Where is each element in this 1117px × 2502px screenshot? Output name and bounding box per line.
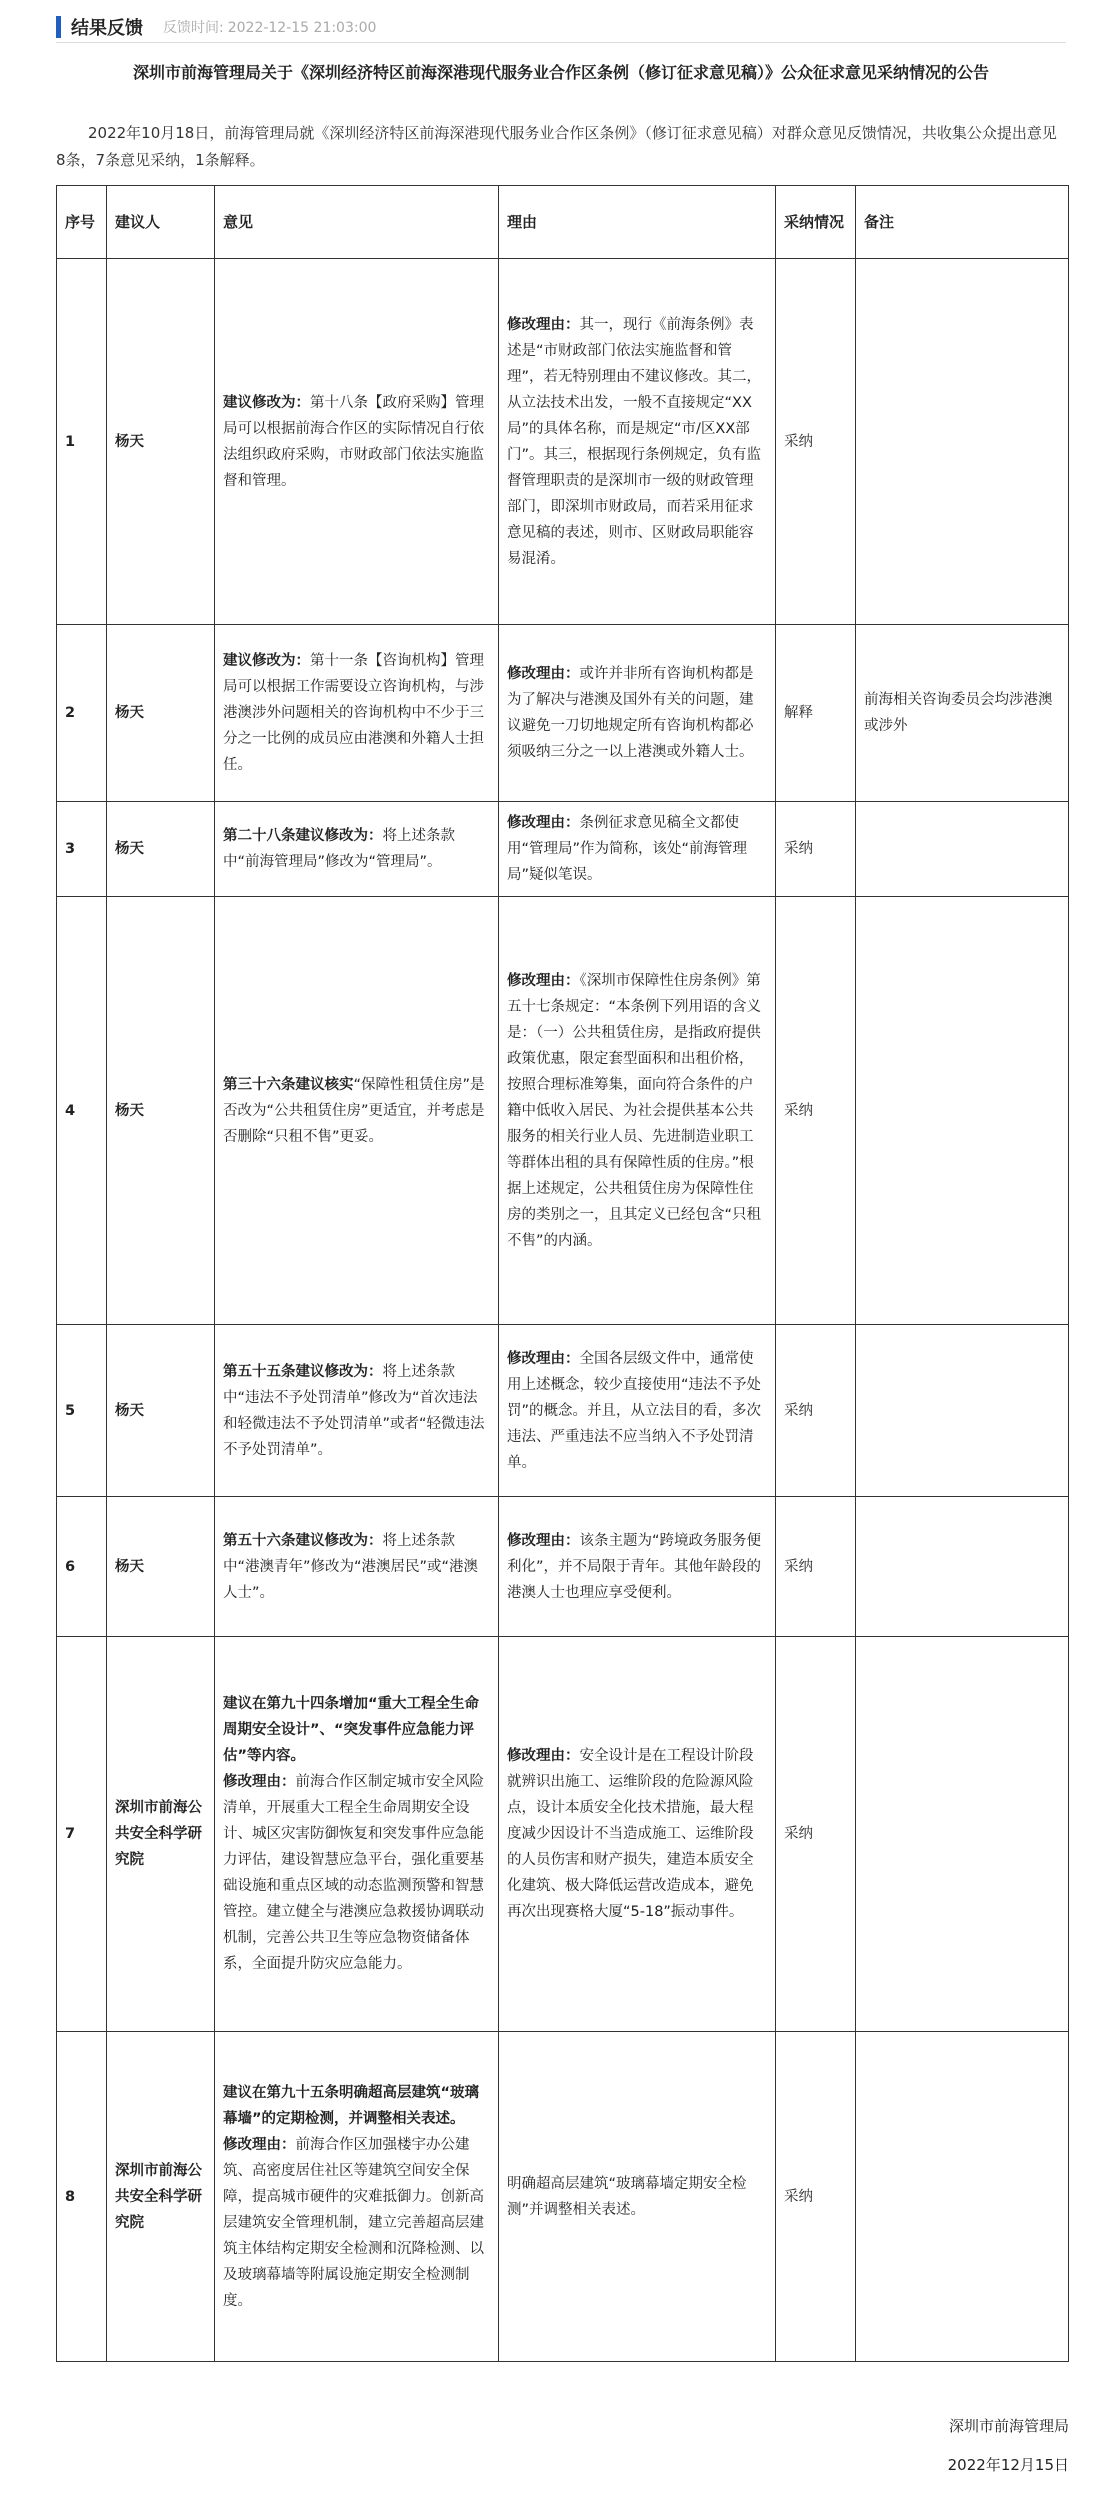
row-reason	[499, 1637, 776, 2032]
row-remark	[856, 897, 1069, 1325]
row-remark	[856, 259, 1069, 625]
opinion-text: 前海合作区加强楼宇办公建筑、高密度居住社区等建筑空间安全保障，提高城市硬件的灾难抵御力。创新高层建筑安全管理机制，建立完善超高层建筑主体结构定期安全检测和沉降检测、以及玻璃幕墙等附属设施定期安全检测制度。	[223, 2136, 484, 2309]
row-no: 3	[57, 802, 107, 897]
row-adopt: 采纳	[776, 1637, 856, 2032]
row-adopt: 采纳	[776, 1497, 856, 1637]
row-no: 4	[57, 897, 107, 1325]
row-reason	[499, 259, 776, 625]
reason-lead: 修改理由：	[507, 316, 580, 333]
opinion-heading: 建议在第九十四条增加“重大工程全生命周期安全设计”、“突发事件应急能力评估”等内容。	[223, 1696, 480, 1764]
signature-org: 深圳市前海管理局	[948, 2417, 1069, 2435]
opinion-text: 将上述条款中“港澳青年”修改为“港澳居民”或“港澳人士”。	[223, 1532, 479, 1601]
row-remark	[856, 802, 1069, 897]
opinion-lead: 修改理由：	[223, 1774, 296, 1790]
row-reason	[499, 897, 776, 1325]
row-reason	[499, 2032, 776, 2362]
row-adopt: 采纳	[776, 1325, 856, 1497]
row-no: 2	[57, 625, 107, 802]
row-reason	[499, 1497, 776, 1637]
row-opinion	[215, 1637, 499, 2032]
reason-lead: 修改理由：	[507, 1350, 580, 1367]
row-adopt: 采纳	[776, 802, 856, 897]
row-remark	[856, 1325, 1069, 1497]
table-row	[57, 259, 1069, 625]
row-reason	[499, 1325, 776, 1497]
row-no: 8	[57, 2032, 107, 2362]
reason-text: 《深圳市保障性住房条例》第五十七条规定：“本条例下列用语的含义是：（一）公共租赁住房，是指政府提供政策优惠，限定套型面积和出租价格，按照合理标准筹集，面向符合条件的户籍中低收入居民、为社会提供基本公共服务的相关行业人员、先进制造业职工等群体出租的具有保障性质的住房。”根据上述规定，公共租赁住房为保障性住房的类别之一，且其定义已经包含“只租不售”的内涵。	[507, 972, 762, 1249]
table-row	[57, 2032, 1069, 2362]
reason-text: 条例征求意见稿全文都使用“管理局”作为简称，该处“前海管理局”疑似笔误。	[507, 815, 748, 883]
col-remark: 备注	[856, 186, 1069, 259]
row-proposer: 深圳市前海公共安全科学研究院	[107, 2032, 215, 2362]
row-reason	[499, 625, 776, 802]
opinion-text: 前海合作区制定城市安全风险清单，开展重大工程全生命周期安全设计、城区灾害防御恢复和突发事件应急能力评估，建设智慧应急平台，强化重要基础设施和重点区域的动态监测预警和智慧管控。建立健全与港澳应急救援协调联动机制，完善公共卫生等应急物资储备体系，全面提升防灾应急能力。	[223, 1774, 484, 1972]
row-proposer: 杨天	[107, 1325, 215, 1497]
row-proposer: 深圳市前海公共安全科学研究院	[107, 1637, 215, 2032]
row-opinion	[215, 1497, 499, 1637]
opinion-lead: 建议修改为：	[223, 394, 310, 411]
opinion-lead: 第二十八条建议修改为：	[223, 828, 383, 844]
feedback-time	[159, 17, 376, 37]
row-opinion	[215, 802, 499, 897]
row-proposer: 杨天	[107, 625, 215, 802]
row-opinion	[215, 2032, 499, 2362]
row-opinion	[215, 1325, 499, 1497]
reason-lead: 修改理由：	[507, 1532, 580, 1549]
row-proposer: 杨天	[107, 259, 215, 625]
row-opinion	[215, 625, 499, 802]
row-remark	[856, 1497, 1069, 1637]
reason-lead: 修改理由：	[507, 1748, 580, 1764]
table-row	[57, 802, 1069, 897]
opinion-lead: 第五十五条建议修改为：	[223, 1363, 383, 1380]
row-remark	[856, 2032, 1069, 2362]
header-accent-bar	[56, 16, 61, 38]
row-no: 6	[57, 1497, 107, 1637]
row-proposer: 杨天	[107, 897, 215, 1325]
table-row	[57, 897, 1069, 1325]
row-adopt: 采纳	[776, 897, 856, 1325]
table-header-row	[57, 186, 1069, 259]
reason-lead: 修改理由：	[507, 666, 580, 682]
reason-text: 或许并非所有咨询机构都是为了解决与港澳及国外有关的问题，建议避免一刀切地规定所有咨询机构都必须吸纳三分之一以上港澳或外籍人士。	[507, 666, 754, 760]
row-adopt: 解释	[776, 625, 856, 802]
row-no: 7	[57, 1637, 107, 2032]
row-proposer: 杨天	[107, 1497, 215, 1637]
reason-text: 明确超高层建筑“玻璃幕墙定期安全检测”并调整相关表述。	[507, 2175, 747, 2218]
table-row	[57, 625, 1069, 802]
opinion-text: 将上述条款中“违法不予处罚清单”修改为“首次违法和轻微违法不予处罚清单”或者“轻微违法不予处罚清单”。	[223, 1363, 485, 1458]
row-proposer: 杨天	[107, 802, 215, 897]
opinion-text: 第十八条【政府采购】管理局可以根据前海合作区的实际情况自行依法组织政府采购，市财政部门依法实施监督和管理。	[223, 394, 484, 489]
section-header	[56, 12, 1066, 43]
row-opinion	[215, 897, 499, 1325]
row-adopt: 采纳	[776, 2032, 856, 2362]
opinion-text: 第十一条【咨询机构】管理局可以根据工作需要设立咨询机构，与涉港澳涉外问题相关的咨询机构中不少于三分之一比例的成员应由港澳和外籍人士担任。	[223, 653, 484, 773]
section-title: 结果反馈	[71, 18, 143, 39]
reason-lead: 修改理由：	[507, 972, 580, 989]
opinion-heading: 建议在第九十五条明确超高层建筑“玻璃幕墙”的定期检测，并调整相关表述。	[223, 2084, 480, 2127]
document-title: 深圳市前海管理局关于《深圳经济特区前海深港现代服务业合作区条例（修订征求意见稿）》公众征求意见采纳情况的公告	[132, 63, 989, 82]
reason-text: 其一，现行《前海条例》表述是“市财政部门依法实施监督和管理”，若无特别理由不建议修改。其二，从立法技术出发，一般不直接规定“XX局”的具体名称，而是规定“市/区XX部门”。其三，根据现行条例规定，负有监督管理职责的是深圳市一级的财政管理部门，即深圳市财政局，而若采用征求意见稿的表述，则市、区财政局职能容易混淆。	[507, 316, 762, 567]
opinion-lead: 修改理由：	[223, 2136, 296, 2153]
opinion-lead: 建议修改为：	[223, 653, 310, 669]
table-row	[57, 1497, 1069, 1637]
table-row	[57, 1325, 1069, 1497]
col-proposer: 建议人	[107, 186, 215, 259]
feedback-table	[56, 185, 1069, 2362]
reason-text: 安全设计是在工程设计阶段就辨识出施工、运维阶段的危险源风险点，设计本质安全化技术措施，最大程度减少因设计不当造成施工、运维阶段的人员伤害和财产损失，建造本质安全化建筑、极大降低运营改造成本，避免再次出现赛格大厦“5-18”振动事件。	[507, 1748, 754, 1920]
feedback-time-label: 反馈时间:	[163, 20, 224, 36]
reason-lead: 修改理由：	[507, 815, 580, 831]
row-remark: 前海相关咨询委员会均涉港澳或涉外	[856, 625, 1069, 802]
row-opinion	[215, 259, 499, 625]
opinion-lead: 第五十六条建议修改为：	[223, 1532, 383, 1549]
table-row	[57, 1637, 1069, 2032]
row-reason	[499, 802, 776, 897]
row-adopt: 采纳	[776, 259, 856, 625]
reason-text: 全国各层级文件中，通常使用上述概念，较少直接使用“违法不予处罚”的概念。并且，从立法目的看，多次违法、严重违法不应当纳入不予处罚清单。	[507, 1350, 762, 1471]
row-no: 5	[57, 1325, 107, 1497]
col-opinion: 意见	[215, 186, 499, 259]
signature-date: 2022年12月15日	[947, 2456, 1069, 2474]
col-no: 序号	[57, 186, 107, 259]
row-no: 1	[57, 259, 107, 625]
opinion-lead: 第三十六条建议核实	[223, 1076, 354, 1093]
opinion-text: 将上述条款中“前海管理局”修改为“管理局”。	[223, 828, 455, 870]
reason-text: 该条主题为“跨境政务服务便利化”，并不局限于青年。其他年龄段的港澳人士也理应享受便利。	[507, 1532, 762, 1601]
intro-paragraph: 2022年10月18日，前海管理局就《深圳经济特区前海深港现代服务业合作区条例》（修订征求意见稿）对群众意见反馈情况，共收集公众提出意见8条，7条意见采纳，1条解释。	[56, 124, 1057, 169]
col-adopt: 采纳情况	[776, 186, 856, 259]
feedback-time-value: 2022-12-15 21:03:00	[227, 20, 377, 36]
opinion-text: “保障性租赁住房”是否改为“公共租赁住房”更适宜，并考虑是否删除“只租不售”更妥。	[223, 1076, 485, 1145]
col-reason: 理由	[499, 186, 776, 259]
row-remark	[856, 1637, 1069, 2032]
